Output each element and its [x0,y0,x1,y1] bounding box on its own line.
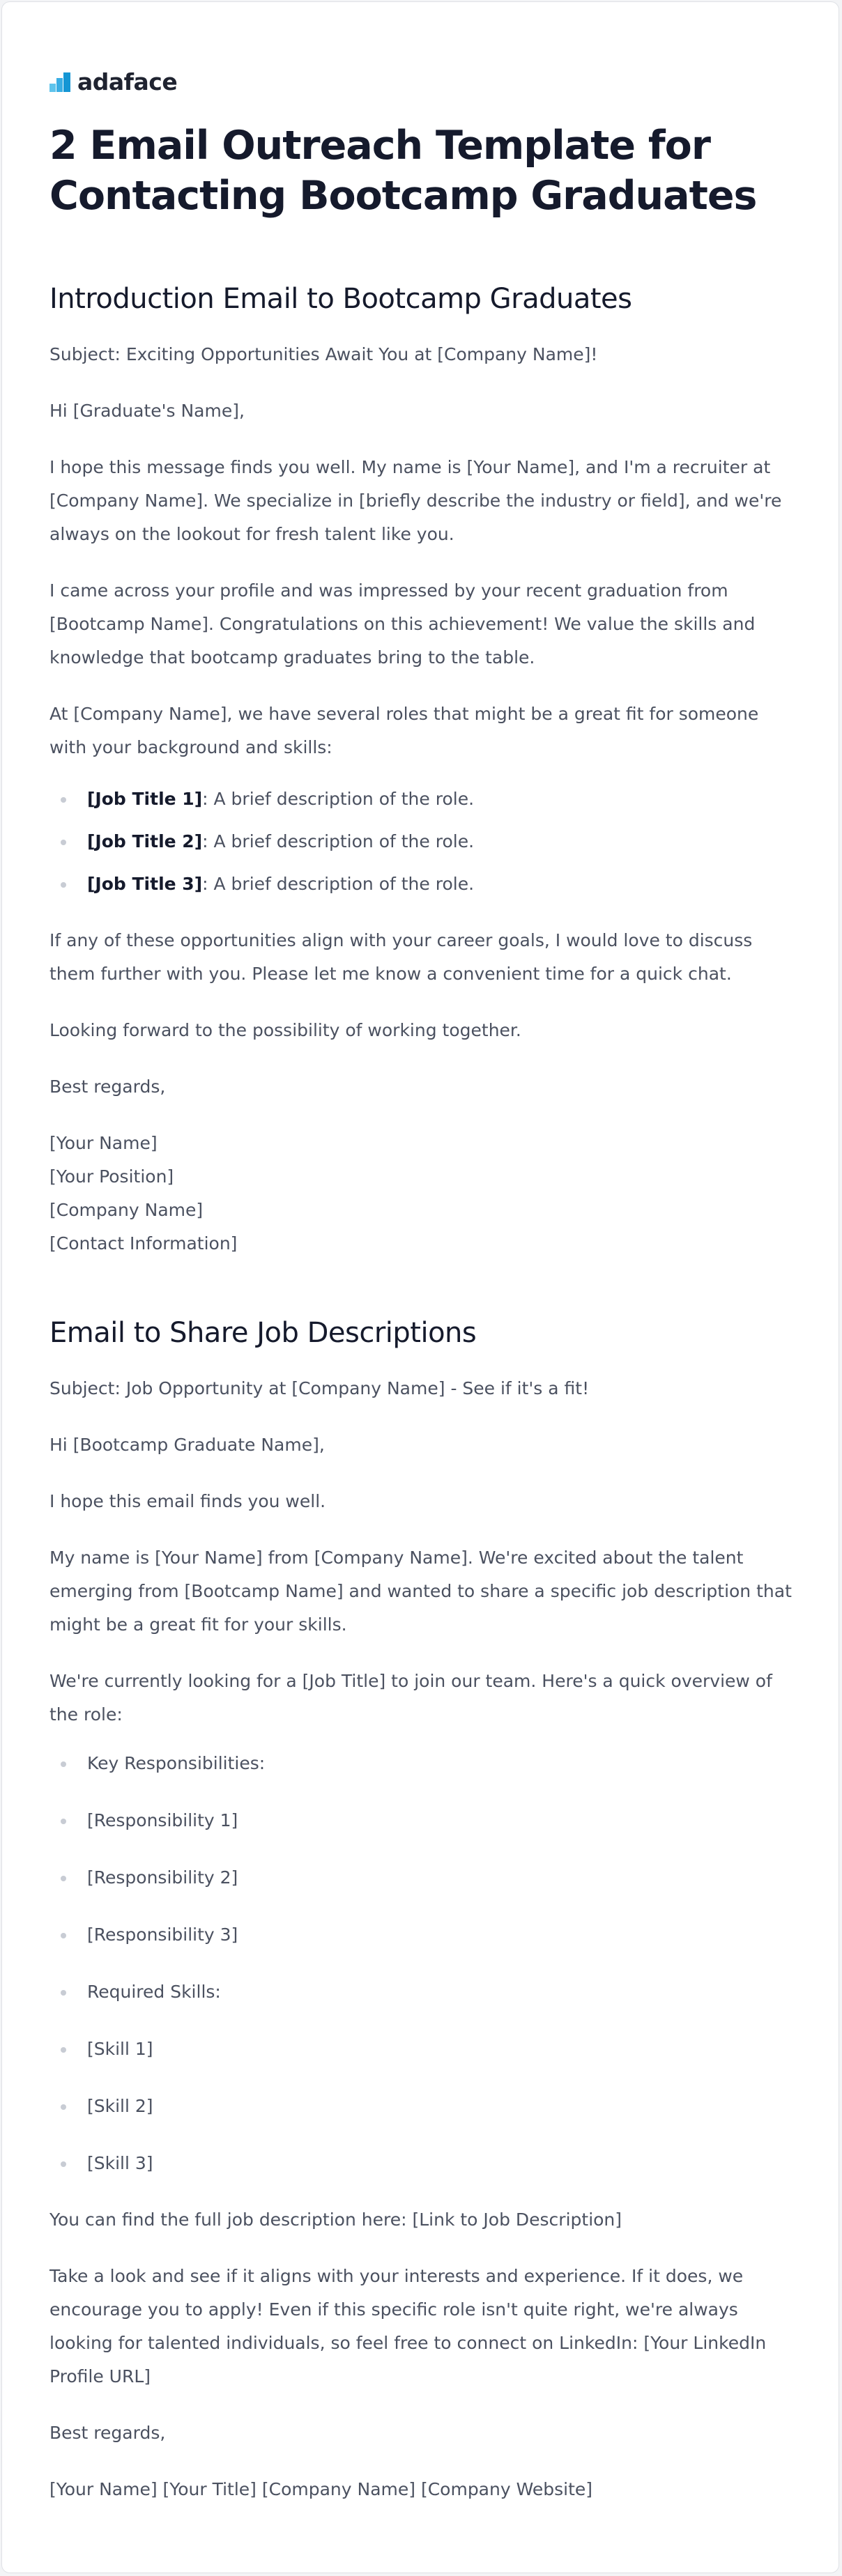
job-description: : A brief description of the role. [202,831,475,851]
job-title: [Job Title 2] [87,831,203,851]
email-greeting: Hi [Graduate's Name], [49,401,245,421]
email-greeting: Hi [Bootcamp Graduate Name], [49,1435,325,1455]
section-heading: Email to Share Job Descriptions [49,1317,477,1349]
signature-line: [Company Name] [49,1200,204,1220]
adaface-logo-icon [49,71,70,92]
email-paragraph: You can find the full job description here: [Link to Job Description] [49,2209,622,2230]
email-signature [49,1127,795,1260]
email-paragraph: My name is [Your Name] from [Company Name]. We're excited about the talent emerging from [Bootcamp Name] and wanted to share a specific job description that might be a great fit for your skills. [49,1548,792,1635]
email-paragraph: At [Company Name], we have several roles that might be a great fit for someone with your background and skills: [49,704,759,757]
email-paragraph: I came across your profile and was impressed by your recent graduation from [Bootcamp Name]. Congratulations on this achievement! We value the skills and knowledge that bootcamp graduates bring to the table. [49,580,756,668]
list-item [49,867,795,901]
role-overview-list [49,1747,795,2180]
list-item: Required Skills: [49,1975,795,2009]
email-paragraph: If any of these opportunities align with your career goals, I would love to discuss them further with you. Please let me know a convenient time for a quick chat. [49,930,753,984]
signature-line: [Your Position] [49,1166,174,1187]
email-signature: [Your Name] [Your Title] [Company Name] [Company Website] [49,2479,593,2499]
content-card [1,1,839,2573]
email-subject: Subject: Job Opportunity at [Company Name] - See if it's a fit! [49,1378,590,1398]
list-item: [Skill 3] [49,2147,795,2180]
list-item: [Skill 2] [49,2090,795,2123]
section-heading: Introduction Email to Bootcamp Graduates [49,283,632,315]
email-closing: Best regards, [49,1077,166,1097]
job-title: [Job Title 1] [87,789,203,809]
brand-logo[interactable] [49,69,795,94]
email-template-job-descriptions [49,1313,795,2506]
job-roles-list [49,782,795,901]
page-title: 2 Email Outreach Template for Contacting Bootcamp Graduates [49,123,757,219]
job-title: [Job Title 3] [87,874,203,894]
article [49,69,795,2506]
job-description: : A brief description of the role. [202,874,475,894]
email-paragraph: I hope this message finds you well. My name is [Your Name], and I'm a recruiter at [Company Name]. We specialize in [briefly describe the industry or field], and we're always on the lookout for fresh talent like you. [49,457,782,544]
signature-line: [Your Name] [49,1133,158,1153]
email-paragraph: I hope this email finds you well. [49,1491,326,1511]
list-item: [Responsibility 1] [49,1804,795,1837]
list-item: [Responsibility 2] [49,1861,795,1895]
signature-line: [Contact Information] [49,1233,238,1254]
list-item [49,825,795,858]
list-item: Key Responsibilities: [49,1747,795,1780]
email-paragraph: Looking forward to the possibility of working together. [49,1020,521,1040]
list-item [49,782,795,816]
brand-name: adaface [77,68,178,95]
email-closing: Best regards, [49,2423,166,2443]
email-paragraph: Take a look and see if it aligns with your interests and experience. If it does, we encourage you to apply! Even if this specific role isn't quite right, we're always looking for talented individuals, so feel free to connect on LinkedIn: [Your LinkedIn Profile URL] [49,2266,767,2386]
list-item: [Responsibility 3] [49,1918,795,1952]
list-item: [Skill 1] [49,2033,795,2066]
email-subject: Subject: Exciting Opportunities Await You at [Company Name]! [49,344,598,364]
email-template-introduction [49,279,795,1260]
job-description: : A brief description of the role. [202,789,475,809]
email-paragraph: We're currently looking for a [Job Title] to join our team. Here's a quick overview of the role: [49,1671,772,1725]
